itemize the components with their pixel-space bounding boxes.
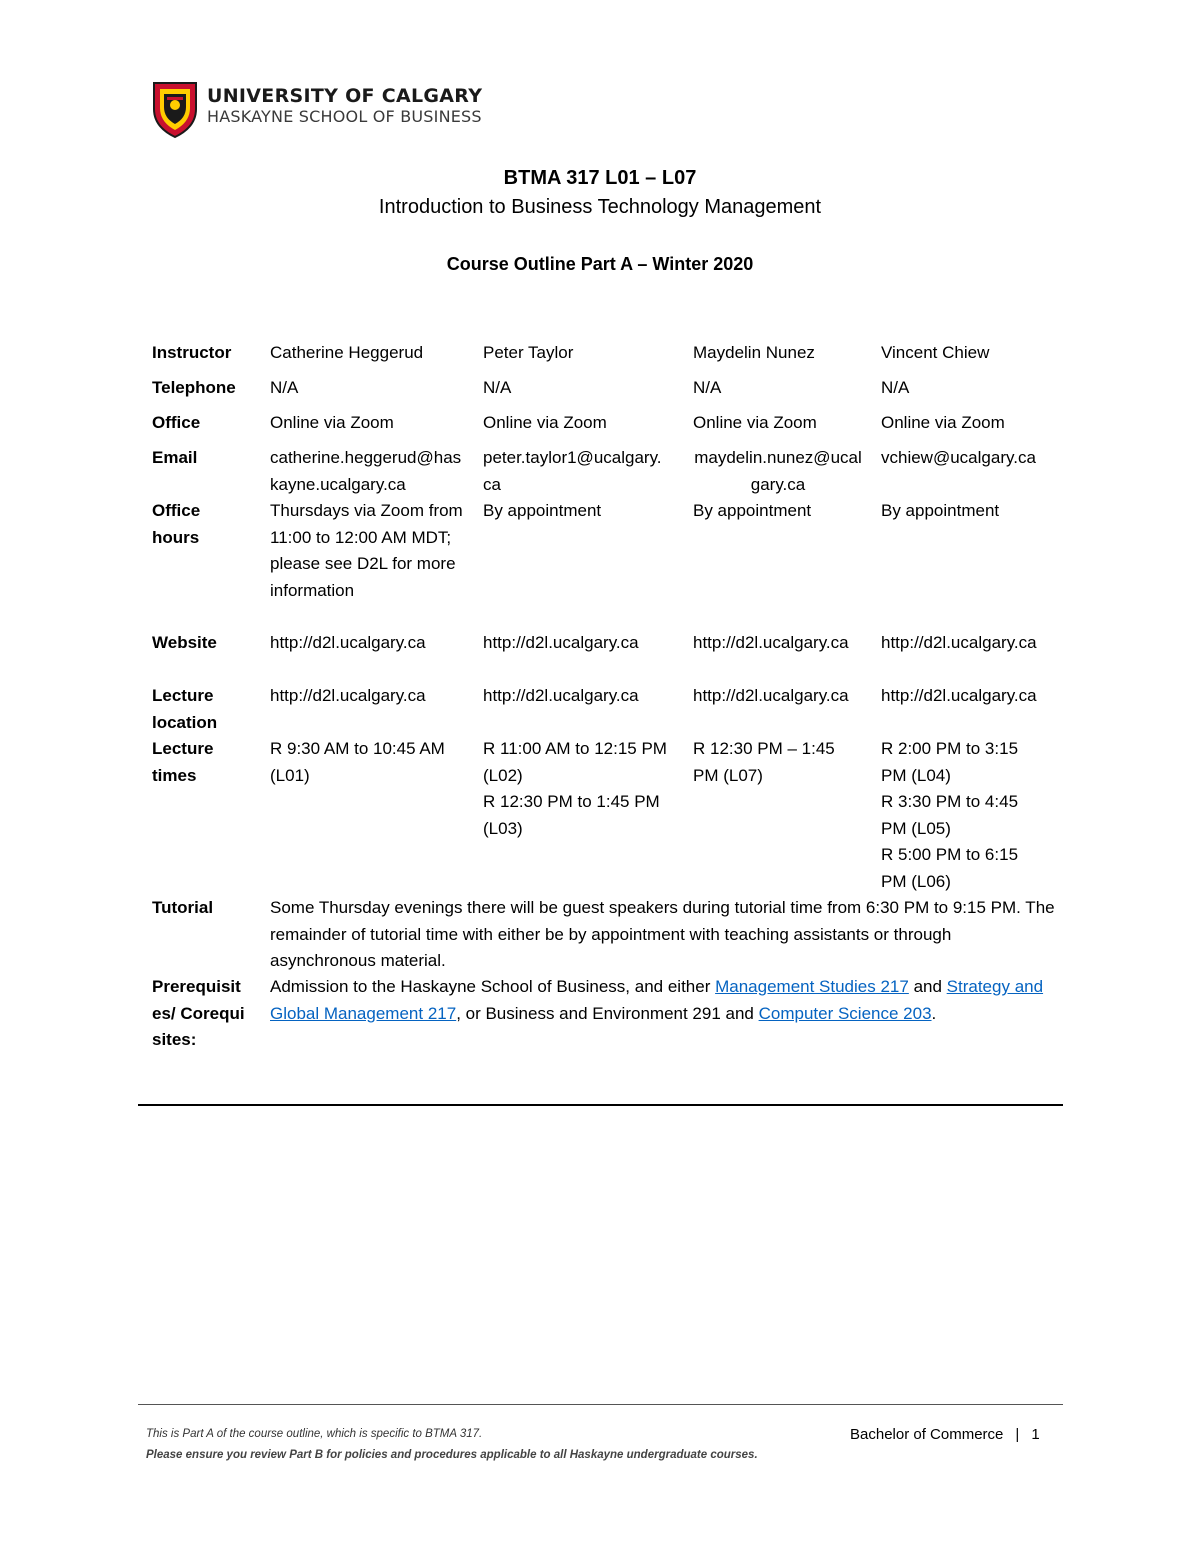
- label-website: Website: [152, 633, 217, 652]
- label-lecture-location: Lecture location: [152, 686, 218, 732]
- lecture-times-4: [881, 736, 1046, 895]
- link-management-studies-217[interactable]: Management Studies 217: [715, 977, 909, 996]
- instructor-4: Vincent Chiew: [881, 343, 990, 362]
- website-4[interactable]: http://d2l.ucalgary.ca: [881, 633, 1037, 652]
- course-code: BTMA 317 L01 – L07: [503, 167, 697, 189]
- office-hours-3: By appointment: [693, 501, 812, 520]
- office-hours-1: Thursdays via Zoom from 11:00 to 12:00 AM MDT; please see D2L for more information: [270, 501, 463, 600]
- email-1[interactable]: catherine.heggerud@haskayne.ucalgary.ca: [270, 448, 462, 494]
- label-lecture-times: Lecture times: [152, 739, 214, 785]
- label-instructor: Instructor: [152, 343, 232, 362]
- label-tutorial: Tutorial: [152, 898, 214, 917]
- footer-divider: [138, 1404, 1063, 1405]
- university-name: UNIVERSITY OF CALGARY: [207, 85, 483, 107]
- row-office-hours: [152, 498, 1057, 630]
- row-instructor: [152, 340, 1057, 375]
- crest-icon: [151, 79, 199, 139]
- label-office: Office: [152, 413, 201, 432]
- row-office: [152, 410, 1057, 445]
- footer-program: Bachelor of Commerce: [850, 1426, 1004, 1443]
- row-website: [152, 630, 1057, 683]
- course-name: Introduction to Business Technology Management: [378, 196, 822, 218]
- lecture-time-l03: R 12:30 PM to 1:45 PM (L03): [483, 792, 660, 838]
- telephone-4: N/A: [881, 378, 910, 397]
- prereq-text-1: Admission to the Haskayne School of Business, and either: [270, 977, 716, 996]
- page-number: 1: [1031, 1426, 1040, 1443]
- section-divider: [138, 1104, 1063, 1106]
- website-3[interactable]: http://d2l.ucalgary.ca: [693, 633, 849, 652]
- lecture-time-l04: R 2:00 PM to 3:15 PM (L04): [881, 739, 1019, 785]
- lecture-time-l01: R 9:30 AM to 10:45 AM (L01): [270, 739, 445, 785]
- instructor-3: Maydelin Nunez: [693, 343, 815, 362]
- lecture-times-3: [693, 736, 863, 789]
- row-prerequisites: [152, 974, 1057, 1080]
- telephone-1: N/A: [270, 378, 299, 397]
- link-computer-science-203[interactable]: Computer Science 203: [758, 1003, 932, 1023]
- row-telephone: [152, 375, 1057, 410]
- course-info-table: [152, 340, 1057, 1080]
- lecture-time-l07: R 12:30 PM – 1:45 PM (L07): [693, 739, 835, 785]
- lecture-location-4[interactable]: http://d2l.ucalgary.ca: [881, 686, 1037, 705]
- email-3[interactable]: maydelin.nunez@ucalgary.ca: [694, 448, 862, 494]
- instructor-1: Catherine Heggerud: [270, 343, 424, 362]
- prereq-text-3: , or Business and Environment 291 and: [456, 1003, 759, 1023]
- telephone-3: N/A: [693, 378, 722, 397]
- tutorial-text: Some Thursday evenings there will be guest speakers during tutorial time from 6:30 PM to 9:15 PM. The remainder of tutorial time with either be by appointment with teaching assistants or through asynchronous material.: [270, 898, 1055, 970]
- prerequisites-text: [270, 974, 1060, 1027]
- footer-page-info: [850, 1426, 1040, 1443]
- telephone-2: N/A: [483, 378, 512, 397]
- office-3: Online via Zoom: [693, 413, 817, 432]
- instructor-2: Peter Taylor: [483, 343, 574, 362]
- label-telephone: Telephone: [152, 378, 236, 397]
- label-prerequisites: Prerequisites/ Corequisites:: [152, 977, 245, 1049]
- office-hours-4: By appointment: [881, 501, 1000, 520]
- row-lecture-times: [152, 736, 1057, 895]
- lecture-times-2: [483, 736, 673, 842]
- office-hours-2: By appointment: [483, 501, 602, 520]
- lecture-time-l05: R 3:30 PM to 4:45 PM (L05): [881, 792, 1019, 838]
- office-2: Online via Zoom: [483, 413, 607, 432]
- office-1: Online via Zoom: [270, 413, 394, 432]
- lecture-location-1[interactable]: http://d2l.ucalgary.ca: [270, 686, 426, 705]
- title-block: [0, 164, 1200, 277]
- lecture-location-2[interactable]: http://d2l.ucalgary.ca: [483, 686, 639, 705]
- university-logo: [151, 79, 521, 141]
- footer-note-part-a: This is Part A of the course outline, which is specific to BTMA 317.: [146, 1428, 483, 1440]
- footer-separator: |: [1015, 1426, 1020, 1443]
- row-lecture-location: [152, 683, 1057, 736]
- outline-title: Course Outline Part A – Winter 2020: [446, 254, 754, 274]
- office-4: Online via Zoom: [881, 413, 1005, 432]
- lecture-location-3[interactable]: http://d2l.ucalgary.ca: [693, 686, 849, 705]
- row-tutorial: [152, 895, 1057, 974]
- label-email: Email: [152, 448, 198, 467]
- row-email: [152, 445, 1057, 498]
- email-2[interactable]: peter.taylor1@ucalgary.ca: [483, 448, 662, 494]
- lecture-time-l02: R 11:00 AM to 12:15 PM (L02): [483, 739, 667, 785]
- footer-note-part-b: Please ensure you review Part B for policies and procedures applicable to all Haskayne undergraduate courses.: [146, 1449, 758, 1461]
- lecture-times-1: [270, 736, 450, 789]
- prereq-text-2: and: [908, 977, 947, 996]
- school-name: HASKAYNE SCHOOL OF BUSINESS: [207, 107, 482, 126]
- email-4[interactable]: vchiew@ucalgary.ca: [881, 448, 1036, 467]
- website-1[interactable]: http://d2l.ucalgary.ca: [270, 633, 426, 652]
- prereq-text-4: .: [931, 1003, 937, 1023]
- link-strategy-global-management-217[interactable]: Strategy and Global Management 217: [270, 977, 1044, 1023]
- label-office-hours: Office hours: [152, 501, 201, 547]
- lecture-time-l06: R 5:00 PM to 6:15 PM (L06): [881, 845, 1019, 891]
- website-2[interactable]: http://d2l.ucalgary.ca: [483, 633, 639, 652]
